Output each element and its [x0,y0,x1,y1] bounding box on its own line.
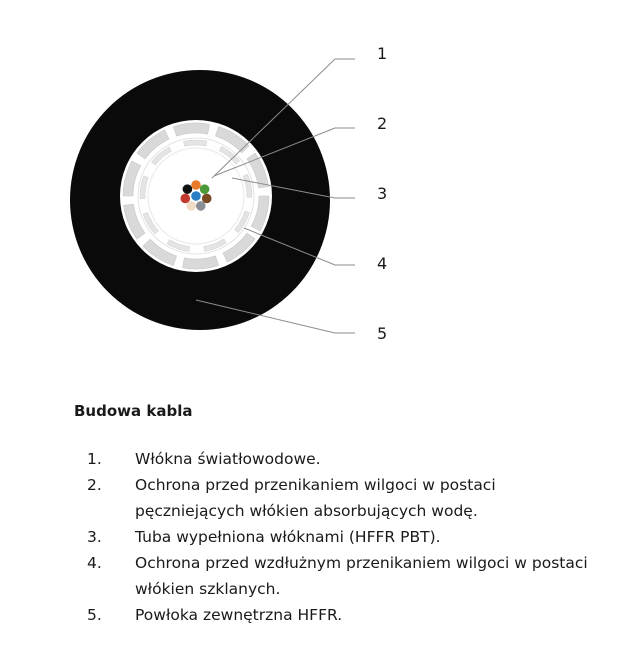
callout-number-4: 4 [377,254,388,273]
legend-number: 4. [87,554,102,572]
optical-fiber [200,184,210,194]
legend-item [87,550,607,602]
legend-text: Włókna światłowodowe. [135,450,321,468]
legend-number: 3. [87,528,102,546]
legend-text: Powłoka zewnętrzna HFFR. [135,606,343,624]
callout-number-2: 2 [377,114,388,133]
optical-fiber [202,194,212,204]
legend-number: 5. [87,606,102,624]
optical-fiber [186,201,196,211]
legend-item [87,524,607,550]
legend-item [87,446,607,472]
legend-text: Tuba wypełniona włóknami (HFFR PBT). [135,528,441,546]
optical-fiber-center [191,191,201,201]
callout-number-1: 1 [377,44,388,63]
legend-item [87,472,607,524]
optical-fiber [180,194,190,204]
legend-list [87,446,607,628]
callout-number-3: 3 [377,184,388,203]
optical-fiber [183,184,193,194]
legend-text: Ochrona przed przenikaniem wilgoci w postaci pęczniejących włókien absorbujących wodę. [135,476,496,520]
legend-number: 2. [87,476,102,494]
optical-fiber [191,180,201,190]
section-heading: Budowa kabla [74,402,193,420]
callout-number-5: 5 [377,324,388,343]
legend-number: 1. [87,450,102,468]
optical-fiber [196,201,206,211]
legend-item [87,602,607,628]
legend-text: Ochrona przed wzdłużnym przenikaniem wilgoci w postaci włókien szklanych. [135,554,588,598]
